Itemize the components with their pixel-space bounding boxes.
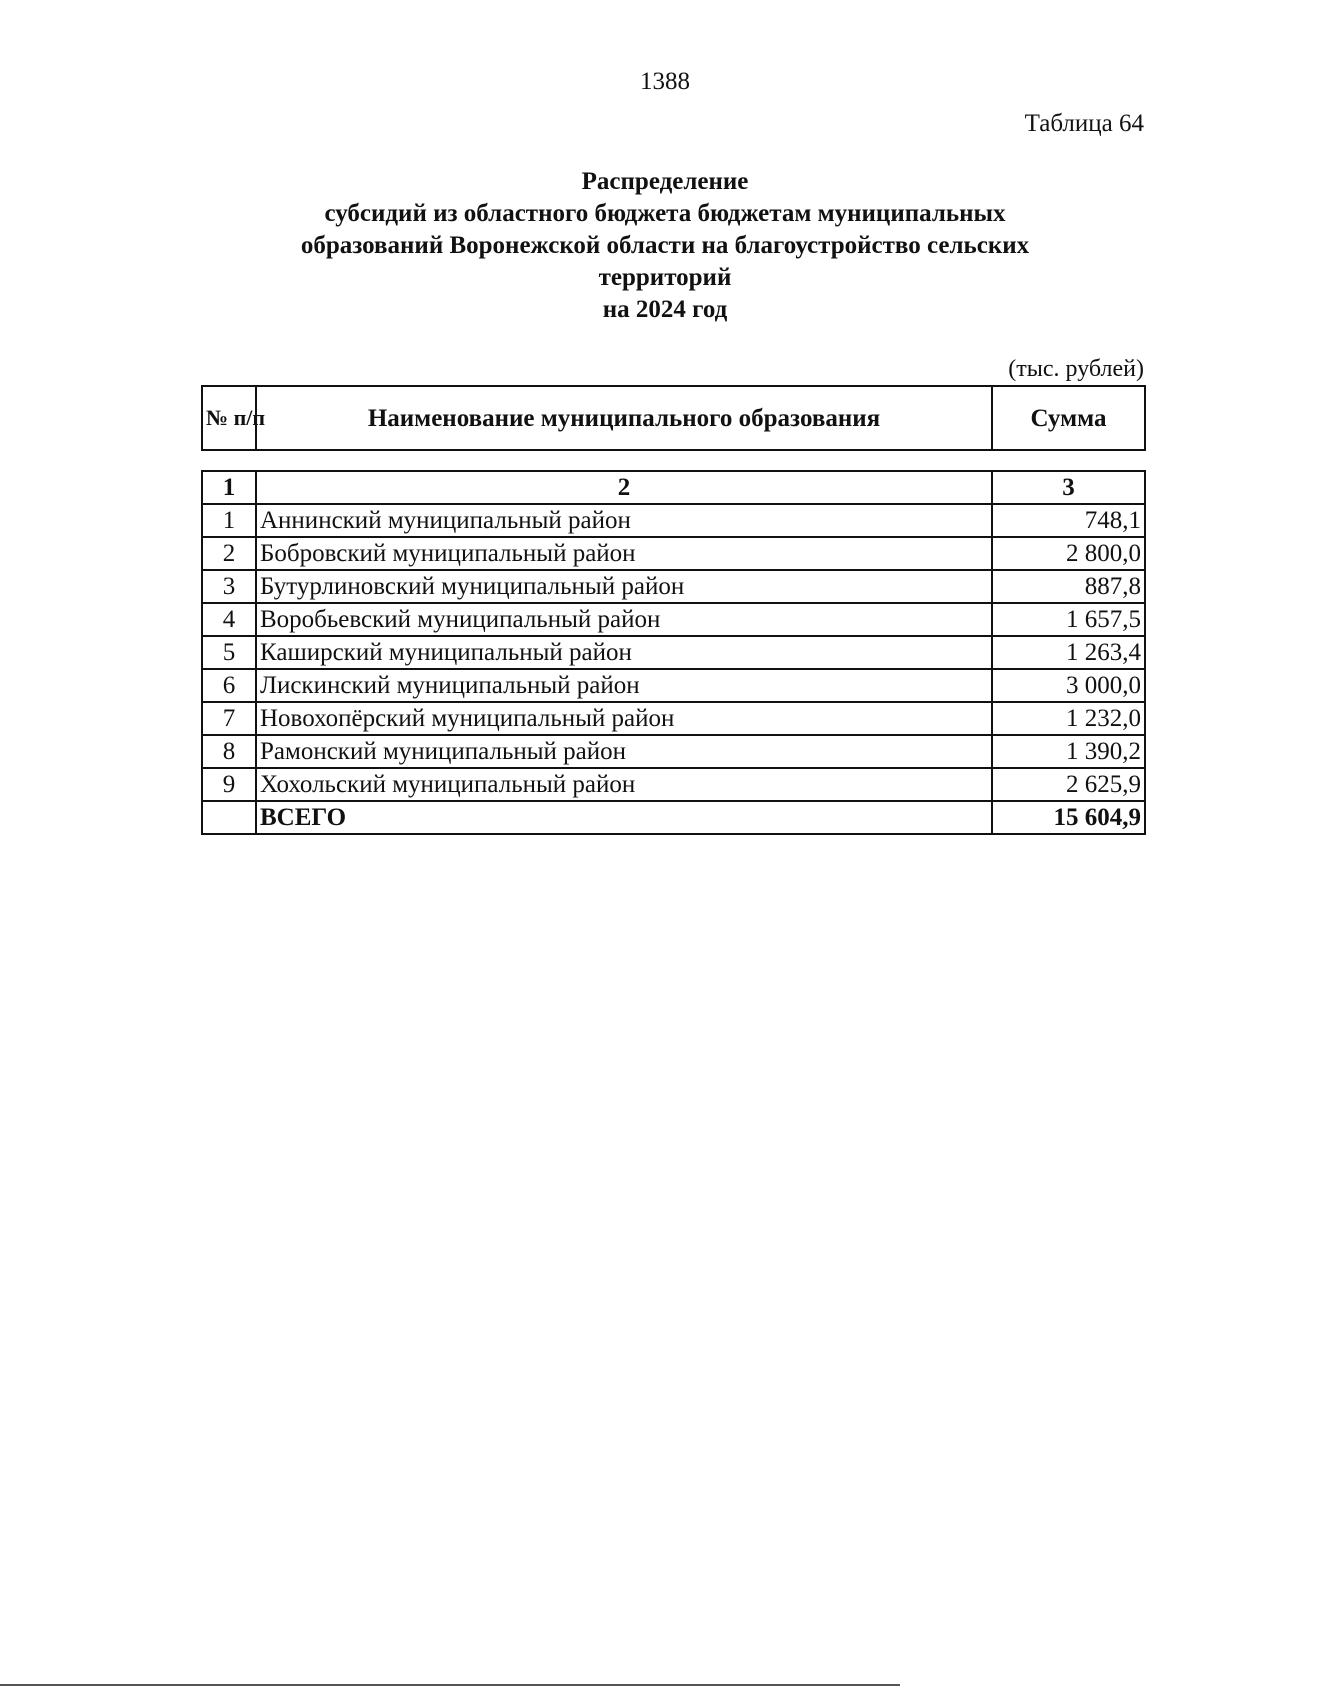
title-line: на 2024 год — [602, 296, 728, 323]
subsidy-amount: 1 232,0 — [992, 702, 1145, 735]
subsidy-amount: 748,1 — [992, 504, 1145, 537]
row-number: 5 — [202, 636, 256, 669]
municipality-name: Новохопёрский муниципальный район — [256, 702, 992, 735]
title-line: образований Воронежской области на благоустройство сельских — [300, 232, 1030, 259]
table-row — [202, 504, 1145, 537]
subsidy-amount: 1 263,4 — [992, 636, 1145, 669]
table-row — [202, 702, 1145, 735]
municipality-name: Аннинский муниципальный район — [256, 504, 992, 537]
total-row — [202, 801, 1145, 834]
row-number: 1 — [202, 504, 256, 537]
title-line: субсидий из областного бюджета бюджетам муниципальных — [324, 200, 1006, 227]
table-row — [202, 669, 1145, 702]
column-number: 1 — [202, 471, 256, 504]
column-number: 3 — [992, 471, 1145, 504]
subsidy-amount: 2 800,0 — [992, 537, 1145, 570]
total-label: ВСЕГО — [256, 801, 992, 834]
municipality-name: Рамонский муниципальный район — [256, 735, 992, 768]
subsidy-amount: 887,8 — [992, 570, 1145, 603]
title-line: Распределение — [581, 168, 749, 195]
header-name: Наименование муниципального образования — [256, 386, 992, 450]
document-title — [160, 166, 1170, 326]
table-row — [202, 603, 1145, 636]
municipality-name: Бутурлиновский муниципальный район — [256, 570, 992, 603]
row-number: 4 — [202, 603, 256, 636]
distribution-table — [201, 470, 1146, 835]
row-number: 6 — [202, 669, 256, 702]
table-row — [202, 537, 1145, 570]
municipality-name: Бобровский муниципальный район — [256, 537, 992, 570]
subsidy-amount: 2 625,9 — [992, 768, 1145, 801]
subsidy-amount: 1 390,2 — [992, 735, 1145, 768]
page-number: 1388 — [640, 68, 690, 95]
table-header — [201, 385, 1146, 451]
header-sum: Сумма — [992, 386, 1145, 450]
municipality-name: Хохольский муниципальный район — [256, 768, 992, 801]
table-label: Таблица 64 — [1024, 110, 1144, 137]
units-label: (тыс. рублей) — [1008, 356, 1144, 382]
total-number-cell — [202, 801, 256, 834]
municipality-name: Каширский муниципальный район — [256, 636, 992, 669]
title-line: территорий — [598, 264, 732, 291]
column-numbers-row — [202, 471, 1145, 504]
municipality-name: Воробьевский муниципальный район — [256, 603, 992, 636]
row-number: 2 — [202, 537, 256, 570]
table-row — [202, 570, 1145, 603]
table-row — [202, 735, 1145, 768]
header-number: № п/п — [202, 386, 256, 450]
footer-divider — [0, 1684, 900, 1686]
row-number: 9 — [202, 768, 256, 801]
column-number: 2 — [256, 471, 992, 504]
municipality-name: Лискинский муниципальный район — [256, 669, 992, 702]
subsidy-amount: 3 000,0 — [992, 669, 1145, 702]
table-row — [202, 636, 1145, 669]
row-number: 8 — [202, 735, 256, 768]
subsidy-amount: 1 657,5 — [992, 603, 1145, 636]
total-amount: 15 604,9 — [992, 801, 1145, 834]
row-number: 7 — [202, 702, 256, 735]
table-row — [202, 768, 1145, 801]
row-number: 3 — [202, 570, 256, 603]
